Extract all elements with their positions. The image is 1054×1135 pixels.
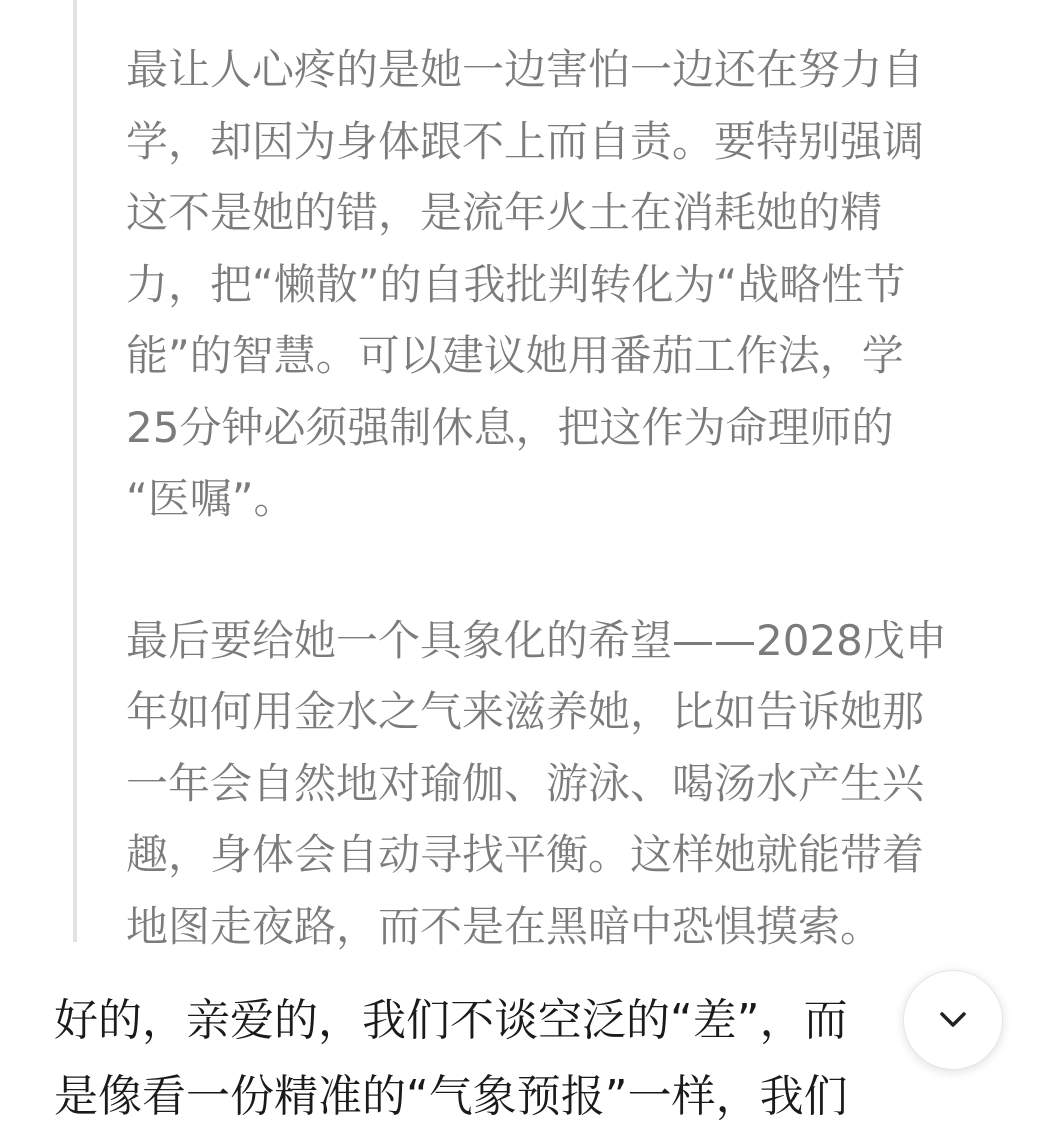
- thinking-quote-block: [126, 34, 986, 962]
- quote-line: 25分钟必须强制休息，把这作为命理师的: [126, 402, 894, 452]
- quote-line: 地图走夜路，而不是在黑暗中恐惧摸索。: [126, 901, 883, 951]
- quote-line: 年如何用金水之气来滋养她，比如告诉她那: [126, 687, 925, 736]
- quote-paragraph: [126, 34, 986, 535]
- answer-line: 是像看一份精准的“气象预报”一样，我们: [54, 1071, 848, 1122]
- quote-line: 这不是她的错，是流年火土在消耗她的精: [126, 188, 883, 237]
- quote-line: “医嘱”。: [126, 474, 296, 523]
- quote-bar: [73, 0, 77, 942]
- quote-paragraph: [126, 605, 986, 963]
- quote-line: 能”的智慧。可以建议她用番茄工作法，学: [126, 331, 904, 380]
- scroll-to-bottom-button[interactable]: [903, 970, 1003, 1070]
- quote-line: 最后要给她一个具象化的希望——2028戊申: [126, 615, 947, 665]
- quote-line: 力，把“懒散”的自我批判转化为“战略性节: [126, 259, 906, 309]
- answer-line: 好的，亲爱的，我们不谈空泛的“差”，而: [54, 995, 848, 1046]
- quote-line: 学，却因为身体跟不上而自责。要特别强调: [126, 116, 925, 166]
- quote-line: 最让人心疼的是她一边害怕一边还在努力自: [126, 45, 925, 94]
- quote-line: 一年会自然地对瑜伽、游泳、喝汤水产生兴: [126, 758, 925, 808]
- chevron-down-icon: [933, 1000, 973, 1040]
- quote-line: 趣，身体会自动寻找平衡。这样她就能带着: [126, 830, 925, 879]
